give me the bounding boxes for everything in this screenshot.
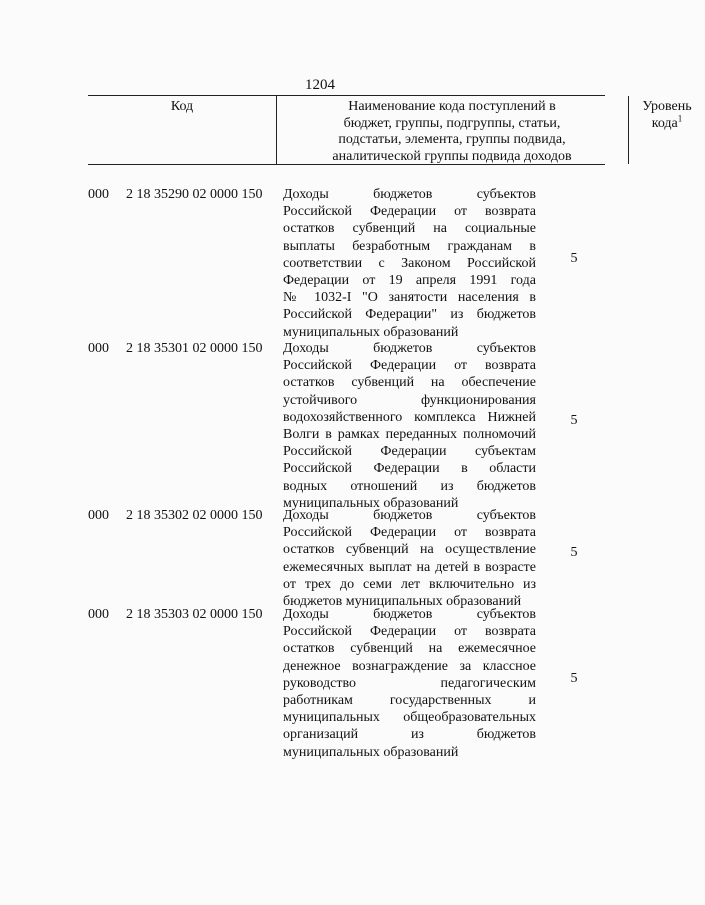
description-line: муниципальных образований (283, 495, 459, 511)
description-line: № 1032-I "О занятости населения в (283, 290, 536, 306)
revenue-code: 2 18 35302 02 0000 150 (126, 508, 263, 523)
description-line: Волги в рамках переданных полномочий (283, 427, 536, 443)
level-value: 5 (570, 251, 578, 266)
description-line: бюджетов муниципальных образований (283, 594, 522, 610)
description-line: Российской Федерации" из бюджетов (283, 307, 536, 323)
description-line: устойчивого функционирования (283, 392, 536, 408)
description-line: Доходы бюджетов субъектов (283, 187, 536, 202)
description-line: организаций из бюджетов (283, 727, 536, 743)
description-line: муниципальных общеобразовательных (283, 710, 536, 726)
description-line: Доходы бюджетов субъектов (283, 341, 536, 356)
header-name-line: аналитической группы подвида доходов (332, 148, 572, 164)
description-line: денежное вознаграждение за классное (283, 658, 536, 674)
description-line: водохозяйственного комплекса Нижней (283, 409, 536, 425)
description-line: муниципальных образований (283, 744, 459, 760)
description-line: водных отношений из бюджетов (283, 478, 536, 494)
revenue-description (283, 186, 536, 341)
header-name-line: подстатьи, элемента, группы подвида, (338, 132, 566, 147)
description-line: работникам государственных и (283, 693, 536, 709)
description-line: Российской Федерации от возврата (283, 525, 536, 541)
revenue-code: 2 18 35290 02 0000 150 (126, 187, 263, 202)
header-name-line: Наименование кода поступлений в (348, 99, 556, 114)
header-code (88, 96, 277, 164)
description-line: Российской Федерации от возврата (283, 624, 536, 640)
footnote-marker: 1 (677, 112, 683, 123)
description-line: выплаты безработным гражданам в (283, 238, 536, 254)
admin-code: 000 (88, 607, 109, 622)
header-name (276, 96, 629, 164)
header-level-kod: кода (651, 115, 678, 131)
description-line: остатков субвенций на осуществление (283, 542, 536, 558)
description-line: Российской Федерации от возврата (283, 204, 536, 220)
description-line: муниципальных образований (283, 324, 459, 340)
description-line: остатков субвенций на социальные (283, 221, 536, 237)
description-line: Российской Федерации субъектам (283, 444, 536, 460)
description-line: от трех до семи лет включительно из (283, 576, 536, 592)
header-level-line2 (629, 112, 705, 133)
admin-code: 000 (88, 341, 109, 356)
table-header (88, 95, 692, 165)
description-line: Российской Федерации от возврата (283, 358, 536, 374)
revenue-code: 2 18 35301 02 0000 150 (126, 341, 263, 356)
admin-code: 000 (88, 508, 109, 523)
header-level (629, 96, 705, 164)
description-line: остатков субвенций на обеспечение (283, 375, 536, 391)
description-line: руководство педагогическим (283, 675, 536, 691)
level-value: 5 (570, 545, 578, 560)
revenue-description (283, 606, 536, 761)
header-name-line: бюджет, группы, подгруппы, статьи, (343, 115, 561, 131)
description-line: остатков субвенций на ежемесячное (283, 641, 536, 657)
revenue-code: 2 18 35303 02 0000 150 (126, 607, 263, 622)
level-value: 5 (570, 413, 578, 428)
header-code-label: Код (170, 99, 194, 114)
description-line: ежемесячных выплат на детей в возрасте (283, 559, 536, 575)
page-number: 1204 (305, 77, 335, 93)
header-level-label: Уровень (642, 99, 692, 114)
description-line: Российской Федерации в области (283, 461, 536, 477)
level-value: 5 (570, 671, 578, 686)
admin-code: 000 (88, 187, 109, 202)
revenue-description (283, 507, 536, 610)
description-line: Доходы бюджетов субъектов (283, 508, 536, 523)
description-line: Федерации от 19 апреля 1991 года (283, 273, 536, 289)
description-line: Доходы бюджетов субъектов (283, 607, 536, 622)
description-line: соответствии с Законом Российской (283, 255, 536, 271)
revenue-description (283, 340, 536, 512)
